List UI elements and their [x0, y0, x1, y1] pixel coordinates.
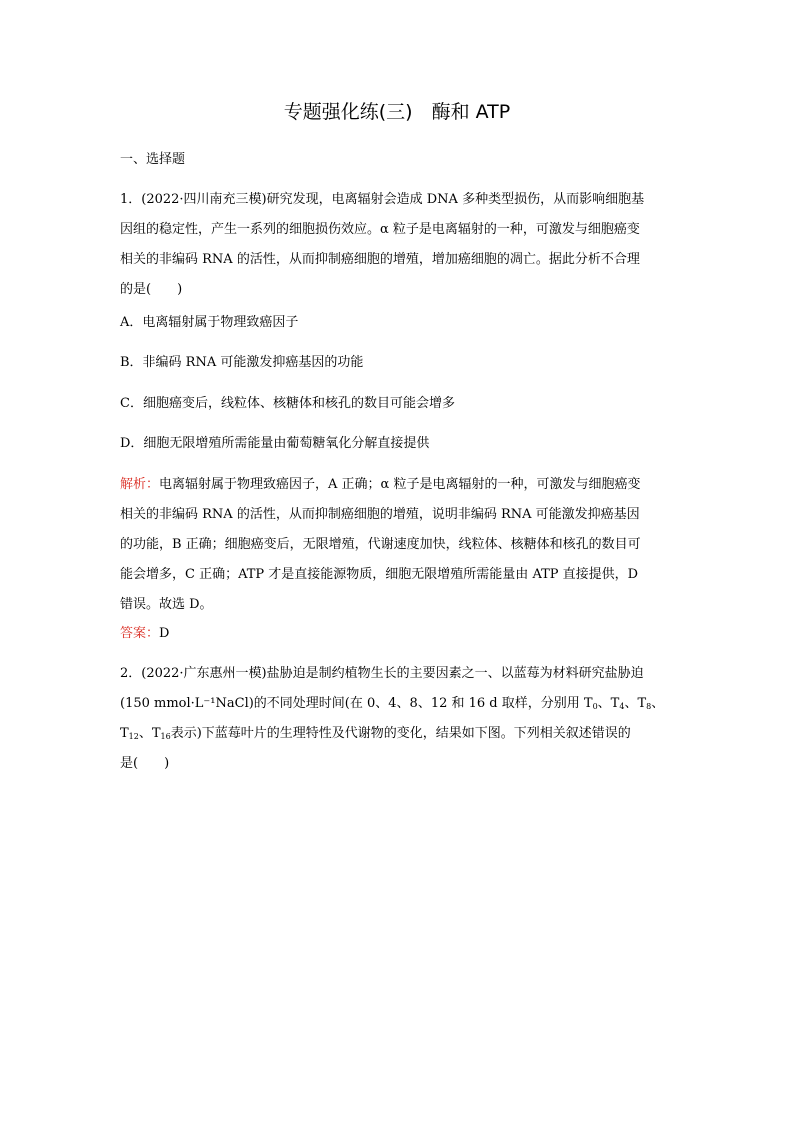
analysis-line: 相关的非编码 RNA 的活性，从而抑制癌细胞的增殖，说明非编码 RNA 可能激发抑癌基因	[120, 507, 640, 522]
analysis-label: 解析：	[120, 477, 160, 492]
analysis-line: 错误。故选 D。	[120, 597, 213, 612]
answer-label: 答案：	[120, 626, 160, 641]
option-a: A．电离辐射属于物理致癌因子	[120, 315, 299, 330]
question-1-stem-line: 因组的稳定性，产生一系列的细胞损伤效应。α 粒子是电离辐射的一种，可激发与细胞癌变	[120, 222, 640, 237]
question-2-stem	[120, 664, 676, 774]
option-d: D．细胞无限增殖所需能量由葡萄糖氧化分解直接提供	[120, 436, 430, 451]
option-b: B．非编码 RNA 可能激发抑癌基因的功能	[120, 355, 364, 370]
analysis-line: 电离辐射属于物理致癌因子，A 正确；α 粒子是电离辐射的一种，可激发与细胞癌变	[159, 477, 641, 492]
analysis-block	[120, 475, 676, 615]
question-1-stem-line: 1．(2022·四川南充三模)研究发现，电离辐射会造成 DNA 多种类型损伤，从而影响细胞基	[120, 192, 645, 207]
question-2-line: 是( )	[120, 756, 170, 771]
analysis-line: 能会增多，C 正确；ATP 才是直接能源物质，细胞无限增殖所需能量由 ATP 直接提供，D	[120, 567, 639, 582]
question-1-stem	[120, 190, 676, 300]
question-1-stem-line: 的是( )	[120, 282, 183, 297]
section-heading: 一、选择题	[120, 152, 186, 167]
question-2-line: $T_{12}$、$T_{16}$表示)下蓝莓叶片的生理特性及代谢物的变化，结果如下图。下列相关叙述错误的	[120, 726, 631, 741]
option-c: C．细胞癌变后，线粒体、核糖体和核孔的数目可能会增多	[120, 396, 455, 411]
question-2-line: (150 mmol·L⁻¹NaCl)的不同处理时间(在 0、4、8、12 和 16 d 取样，分别用 $T_0$、$T_4$、$T_8$、	[120, 696, 665, 711]
page-title: 专题强化练(三) 酶和 ATP	[283, 101, 511, 123]
answer-value: D	[159, 626, 170, 641]
question-1-stem-line: 相关的非编码 RNA 的活性，从而抑制癌细胞的增殖，增加癌细胞的凋亡。据此分析不合理	[120, 252, 640, 267]
answer-line	[120, 624, 169, 644]
analysis-line: 的功能，B 正确；细胞癌变后，无限增殖，代谢速度加快，线粒体、核糖体和核孔的数目可	[120, 537, 641, 552]
question-2-line: 2．(2022·广东惠州一模)盐胁迫是制约植物生长的主要因素之一、以蓝莓为材料研究盐胁迫	[120, 666, 644, 681]
